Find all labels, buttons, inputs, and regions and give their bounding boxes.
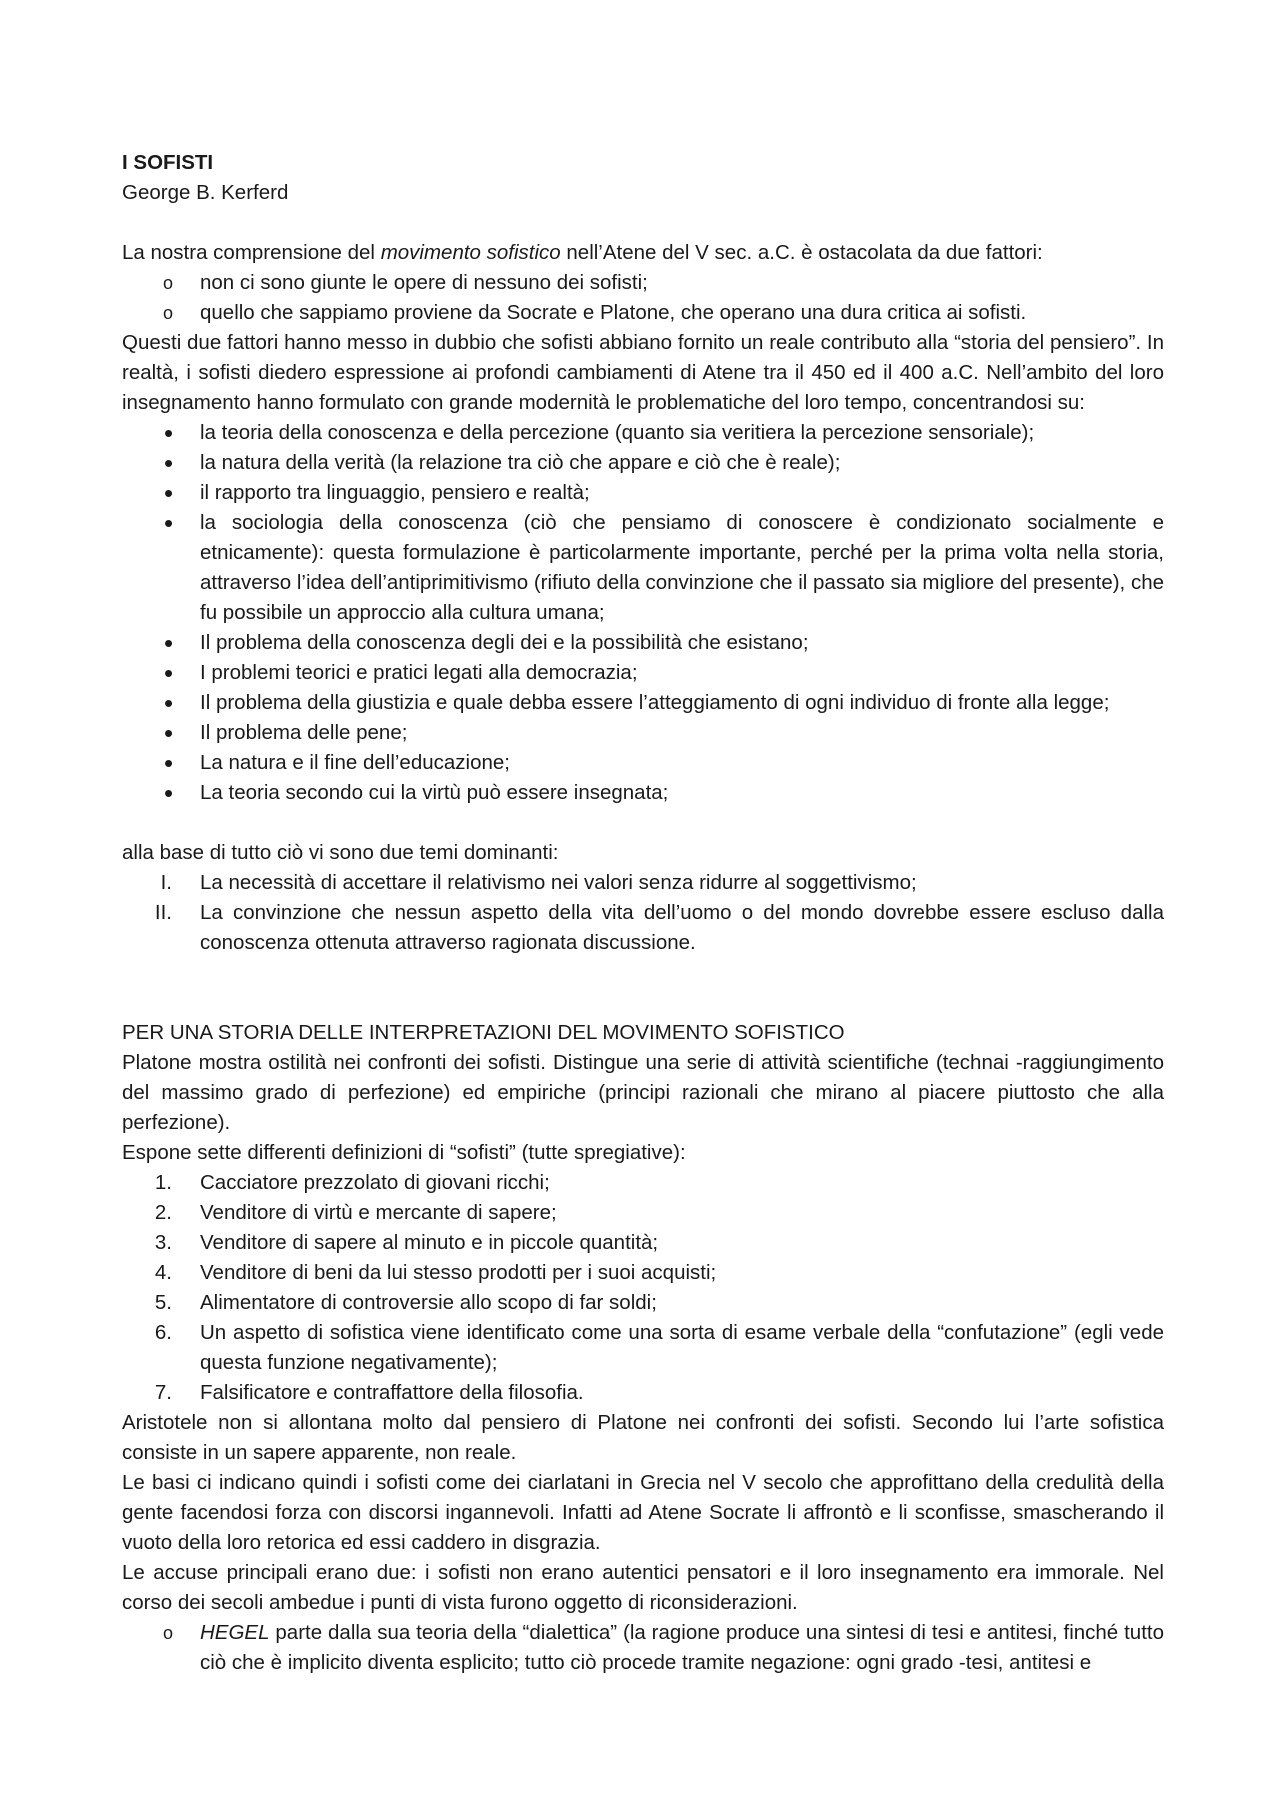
paragraph: alla base di tutto ciò vi sono due temi dominanti: bbox=[122, 841, 559, 864]
bullet-icon: • bbox=[164, 508, 174, 538]
list-item: o quello che sappiamo proviene da Socrate e Platone, che operano una dura critica ai sofisti. bbox=[122, 298, 1164, 328]
circle-bullet-icon: o bbox=[163, 273, 174, 293]
list-item: 7. Falsificatore e contraffattore della filosofia. bbox=[122, 1378, 1164, 1408]
bullet-icon: • bbox=[164, 778, 174, 808]
factors-list bbox=[122, 268, 1164, 328]
list-item: • La teoria secondo cui la virtù può essere insegnata; bbox=[164, 778, 669, 808]
list-item: • I problemi teorici e pratici legati alla democrazia; bbox=[164, 658, 638, 688]
number-marker: 6. bbox=[154, 1321, 172, 1344]
list-item: o HEGEL parte dalla sua teoria della “dialettica” (la ragione produce una sintesi di tesi e antitesi, finché tutto ciò che è implicito diventa esplicito; tutto ciò procede tramite negazione: ogni grado -tesi, antitesi e bbox=[122, 1618, 1164, 1678]
list-item: 2. Venditore di virtù e mercante di sapere; bbox=[122, 1198, 1164, 1228]
topics-list bbox=[122, 418, 1164, 808]
number-marker: 2. bbox=[154, 1201, 172, 1224]
roman-numeral-marker: II. bbox=[154, 901, 172, 924]
list-item: 5. Alimentatore di controversie allo scopo di far soldi; bbox=[122, 1288, 1164, 1318]
list-item: II. La convinzione che nessun aspetto della vita dell’uomo o del mondo dovrebbe essere escluso dalla conoscenza ottenuta attraverso ragionata discussione. bbox=[122, 898, 1164, 958]
list-item: • La natura e il fine dell’educazione; bbox=[164, 748, 510, 778]
definitions-list bbox=[122, 1168, 1164, 1408]
list-item: 3. Venditore di sapere al minuto e in piccole quantità; bbox=[122, 1228, 1164, 1258]
interpretations-list bbox=[122, 1618, 1164, 1678]
circle-bullet-icon: o bbox=[163, 303, 174, 323]
paragraph: Espone sette differenti definizioni di “sofisti” (tutte spregiative): bbox=[122, 1141, 686, 1164]
number-marker: 3. bbox=[154, 1231, 172, 1254]
paragraph: Platone mostra ostilità nei confronti dei sofisti. Distingue una serie di attività scientifiche (technai -raggiungimento del massimo grado di perfezione) ed empiriche (principi razionali che mirano al piacere piuttosto che alla perfezione). bbox=[122, 1051, 1164, 1134]
list-item: • Il problema della conoscenza degli dei e la possibilità che esistano; bbox=[164, 628, 809, 658]
intro-paragraph bbox=[122, 238, 1164, 268]
number-marker: 7. bbox=[154, 1381, 172, 1404]
bullet-icon: • bbox=[164, 418, 174, 448]
list-item: • il rapporto tra linguaggio, pensiero e realtà; bbox=[164, 478, 590, 508]
intro-emphasis: movimento sofistico bbox=[380, 241, 561, 264]
paragraph: Le accuse principali erano due: i sofisti non erano autentici pensatori e il loro insegnamento era immorale. Nel corso dei secoli ambedue i punti di vista furono oggetto di riconsiderazioni. bbox=[122, 1561, 1164, 1614]
bullet-icon: • bbox=[164, 658, 174, 688]
paragraph: Aristotele non si allontana molto dal pensiero di Platone nei confronti dei sofisti. Secondo lui l’arte sofistica consiste in un sapere apparente, non reale. bbox=[122, 1411, 1164, 1464]
bullet-icon: • bbox=[164, 628, 174, 658]
intro-text-start: La nostra comprensione del bbox=[122, 241, 381, 264]
list-item: • Il problema delle pene; bbox=[164, 718, 408, 748]
hegel-name: HEGEL bbox=[200, 1621, 270, 1644]
number-marker: 4. bbox=[154, 1261, 172, 1284]
bullet-icon: • bbox=[164, 748, 174, 778]
document-page bbox=[122, 148, 1164, 1678]
bullet-icon: • bbox=[164, 718, 174, 748]
number-marker: 1. bbox=[154, 1171, 172, 1194]
bullet-icon: • bbox=[164, 688, 174, 718]
document-title: I SOFISTI bbox=[122, 151, 214, 174]
author-name: George B. Kerferd bbox=[122, 181, 289, 204]
list-item: 4. Venditore di beni da lui stesso prodotti per i suoi acquisti; bbox=[122, 1258, 1164, 1288]
number-marker: 5. bbox=[154, 1291, 172, 1314]
section-heading: PER UNA STORIA DELLE INTERPRETAZIONI DEL MOVIMENTO SOFISTICO bbox=[122, 1021, 845, 1044]
list-item: • Il problema della giustizia e quale debba essere l’atteggiamento di ogni individuo di fronte alla legge; bbox=[164, 688, 1110, 718]
bullet-icon: • bbox=[164, 448, 174, 478]
list-item: 6. Un aspetto di sofistica viene identificato come una sorta di esame verbale della “confutazione” (egli vede questa funzione negativamente); bbox=[122, 1318, 1164, 1378]
intro-text-end: nell’Atene del V sec. a.C. è ostacolata da due fattori: bbox=[560, 241, 1043, 264]
bullet-icon: • bbox=[164, 478, 174, 508]
list-item: 1. Cacciatore prezzolato di giovani ricchi; bbox=[122, 1168, 1164, 1198]
list-item: • la sociologia della conoscenza (ciò che pensiamo di conoscere è condizionato socialmente e etnicamente): questa formulazione è particolarmente importante, perché per la prima volta nella storia, attraverso l’idea dell’antiprimitivismo (rifiuto della convinzione che il passato sia migliore del presente), che fu possibile un approccio alla cultura umana; bbox=[164, 508, 1164, 624]
list-item: • la teoria della conoscenza e della percezione (quanto sia veritiera la percezione sensoriale); bbox=[164, 418, 1035, 448]
circle-bullet-icon: o bbox=[163, 1623, 174, 1643]
paragraph: Le basi ci indicano quindi i sofisti come dei ciarlatani in Grecia nel V secolo che approfittano della credulità della gente facendosi forza con discorsi ingannevoli. Infatti ad Atene Socrate li affrontò e li sconfisse, smascherando il vuoto della loro retorica ed essi caddero in disgrazia. bbox=[122, 1471, 1164, 1554]
list-item: o non ci sono giunte le opere di nessuno dei sofisti; bbox=[122, 268, 1164, 298]
paragraph: Questi due fattori hanno messo in dubbio che sofisti abbiano fornito un reale contributo alla “storia del pensiero”. In realtà, i sofisti diedero espressione ai profondi cambiamenti di Atene tra il 450 ed il 400 a.C. Nell’ambito del loro insegnamento hanno formulato con grande modernità le problematiche del loro tempo, concentrandosi su: bbox=[122, 331, 1164, 414]
themes-list bbox=[122, 868, 1164, 958]
roman-numeral-marker: I. bbox=[160, 871, 172, 894]
list-item: • la natura della verità (la relazione tra ciò che appare e ciò che è reale); bbox=[164, 448, 841, 478]
list-item: I. La necessità di accettare il relativismo nei valori senza ridurre al soggettivismo; bbox=[122, 868, 1164, 898]
